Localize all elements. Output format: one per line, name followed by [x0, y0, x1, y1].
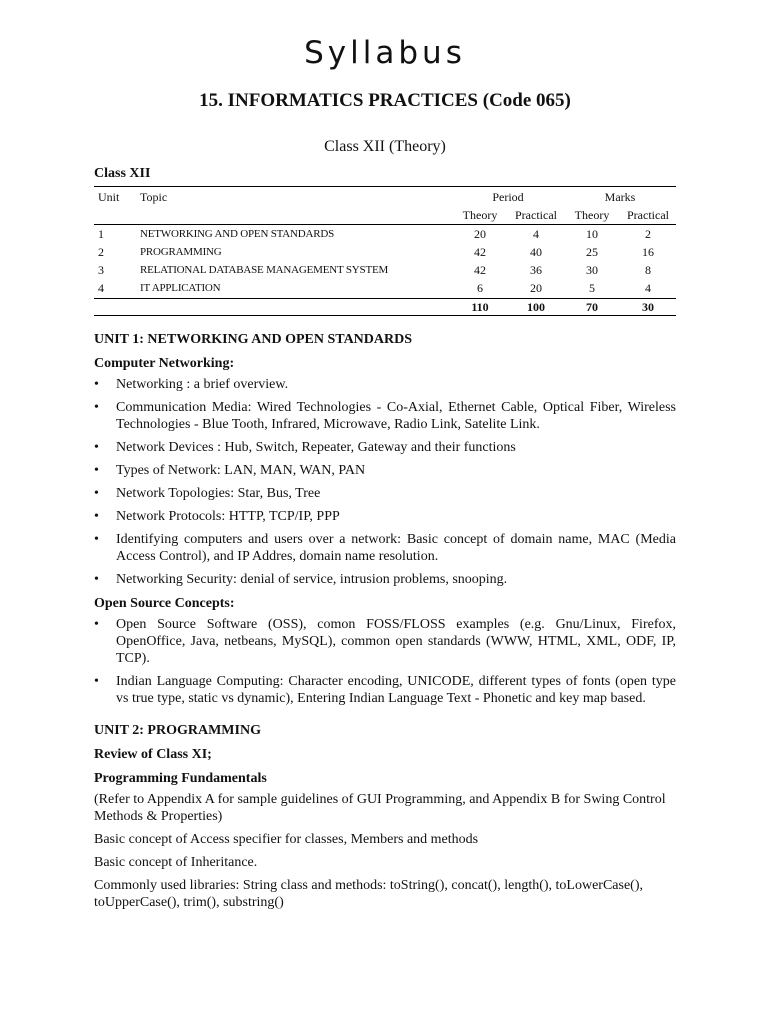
- page-title: Syllabus: [304, 35, 466, 71]
- table-row: [94, 225, 676, 244]
- paragraph: Basic concept of Access specifier for classes, Members and methods: [94, 832, 479, 847]
- row-marks-theory: 25: [586, 245, 598, 259]
- row-marks-practical: 16: [642, 245, 654, 259]
- fundamentals-heading: Programming Fundamentals: [94, 771, 267, 786]
- class-label: Class XII: [94, 166, 151, 181]
- row-period-theory: 6: [477, 281, 483, 295]
- list-item: [94, 462, 676, 479]
- unit1-heading: UNIT 1: NETWORKING AND OPEN STANDARDS: [94, 332, 413, 347]
- networking-heading: Computer Networking:: [94, 356, 235, 371]
- total-period-practical: 100: [508, 299, 564, 316]
- class-title: Class XII (Theory): [324, 138, 446, 155]
- list-item-text: Networking : a brief overview.: [116, 377, 289, 392]
- list-item-text: Communication Media: Wired Technologies - Co-Axial, Ethernet Cable, Optical Fiber, Wireless Technologies - Blue Tooth, Infrared, Microwave, Radio Link, Satelite Link.: [116, 400, 676, 432]
- row-topic: PROGRAMMING: [140, 246, 222, 258]
- list-item-text: Networking Security: denial of service, intrusion problems, snooping.: [116, 572, 508, 587]
- paragraph: (Refer to Appendix A for sample guidelines of GUI Programming, and Appendix B for Swing Control Methods & Properties): [94, 792, 666, 824]
- list-item: [94, 571, 676, 588]
- table-total-row: [94, 299, 676, 316]
- total-marks-theory: 70: [564, 299, 620, 316]
- list-item-text: Network Topologies: Star, Bus, Tree: [116, 486, 321, 501]
- row-unit: 2: [98, 245, 104, 259]
- row-unit: 4: [98, 281, 104, 295]
- bullet-icon: •: [94, 377, 99, 392]
- paragraph: Commonly used libraries: String class and methods: toString(), concat(), length(), toLowerCase(), toUpperCase(), trim(), substring(): [94, 878, 643, 910]
- marks-practical-header: Practical: [620, 206, 676, 225]
- row-unit: 1: [98, 227, 104, 241]
- period-group-header: Period: [452, 187, 564, 207]
- unit2-heading: UNIT 2: PROGRAMMING: [94, 723, 261, 738]
- row-period-practical: 4: [533, 227, 539, 241]
- marks-group-header: Marks: [564, 187, 676, 207]
- row-topic: RELATIONAL DATABASE MANAGEMENT SYSTEM: [140, 264, 389, 276]
- bullet-icon: •: [94, 509, 99, 524]
- list-item: [94, 399, 676, 433]
- open-source-list: [94, 616, 676, 707]
- document-page: [94, 30, 676, 917]
- open-source-heading: Open Source Concepts:: [94, 596, 235, 611]
- row-period-practical: 40: [530, 245, 542, 259]
- row-marks-theory: 30: [586, 263, 598, 277]
- list-item: [94, 508, 676, 525]
- table-row: [94, 279, 676, 299]
- bullet-icon: •: [94, 486, 99, 501]
- row-period-theory: 42: [474, 263, 486, 277]
- marks-theory-header: Theory: [564, 206, 620, 225]
- row-marks-theory: 5: [589, 281, 595, 295]
- period-theory-header: Theory: [452, 206, 508, 225]
- col-topic-header: Topic: [140, 187, 452, 207]
- list-item-text: Types of Network: LAN, MAN, WAN, PAN: [116, 463, 366, 478]
- row-unit: 3: [98, 263, 104, 277]
- networking-list: [94, 376, 676, 588]
- row-period-practical: 36: [530, 263, 542, 277]
- bullet-icon: •: [94, 674, 99, 689]
- bullet-icon: •: [94, 463, 99, 478]
- row-marks-practical: 8: [645, 263, 651, 277]
- row-period-theory: 20: [474, 227, 486, 241]
- list-item: [94, 616, 676, 667]
- bullet-icon: •: [94, 400, 99, 415]
- row-topic: NETWORKING AND OPEN STANDARDS: [140, 228, 335, 240]
- table-row: [94, 243, 676, 261]
- bullet-icon: •: [94, 572, 99, 587]
- row-period-theory: 42: [474, 245, 486, 259]
- table-subheader-row: [94, 206, 676, 225]
- list-item-text: Network Protocols: HTTP, TCP/IP, PPP: [116, 509, 340, 524]
- list-item: [94, 531, 676, 565]
- period-practical-header: Practical: [508, 206, 564, 225]
- list-item: [94, 673, 676, 707]
- list-item-text: Open Source Software (OSS), comon FOSS/FLOSS examples (e.g. Gnu/Linux, Firefox, OpenOffice, Java, netbeans, MySQL), common open standards (WWW, HTML, XML, ODF, IP, TCP).: [116, 617, 676, 666]
- bullet-icon: •: [94, 440, 99, 455]
- row-marks-practical: 2: [645, 227, 651, 241]
- list-item: [94, 485, 676, 502]
- table-header-row: [94, 187, 676, 207]
- syllabus-table: [94, 186, 676, 316]
- row-period-practical: 20: [530, 281, 542, 295]
- list-item-text: Identifying computers and users over a network: Basic concept of domain name, MAC (Media Access Control), and IP Addres, domain name resolution.: [116, 532, 676, 564]
- table-row: [94, 261, 676, 279]
- list-item: [94, 376, 676, 393]
- list-item: [94, 439, 676, 456]
- bullet-icon: •: [94, 532, 99, 547]
- row-topic: IT APPLICATION: [140, 282, 221, 294]
- row-marks-practical: 4: [645, 281, 651, 295]
- subject-title: 15. INFORMATICS PRACTICES (Code 065): [199, 90, 571, 111]
- total-marks-practical: 30: [620, 299, 676, 316]
- bullet-icon: •: [94, 617, 99, 632]
- col-unit-header: Unit: [94, 187, 140, 207]
- list-item-text: Indian Language Computing: Character encoding, UNICODE, different types of fonts (open type vs true type, static vs dynamic), Entering Indian Language Text - Phonetic and key map based.: [116, 674, 676, 706]
- row-marks-theory: 10: [586, 227, 598, 241]
- paragraph: Basic concept of Inheritance.: [94, 855, 258, 870]
- list-item-text: Network Devices : Hub, Switch, Repeater, Gateway and their functions: [116, 440, 516, 455]
- total-period-theory: 110: [452, 299, 508, 316]
- review-heading: Review of Class XI;: [94, 747, 212, 762]
